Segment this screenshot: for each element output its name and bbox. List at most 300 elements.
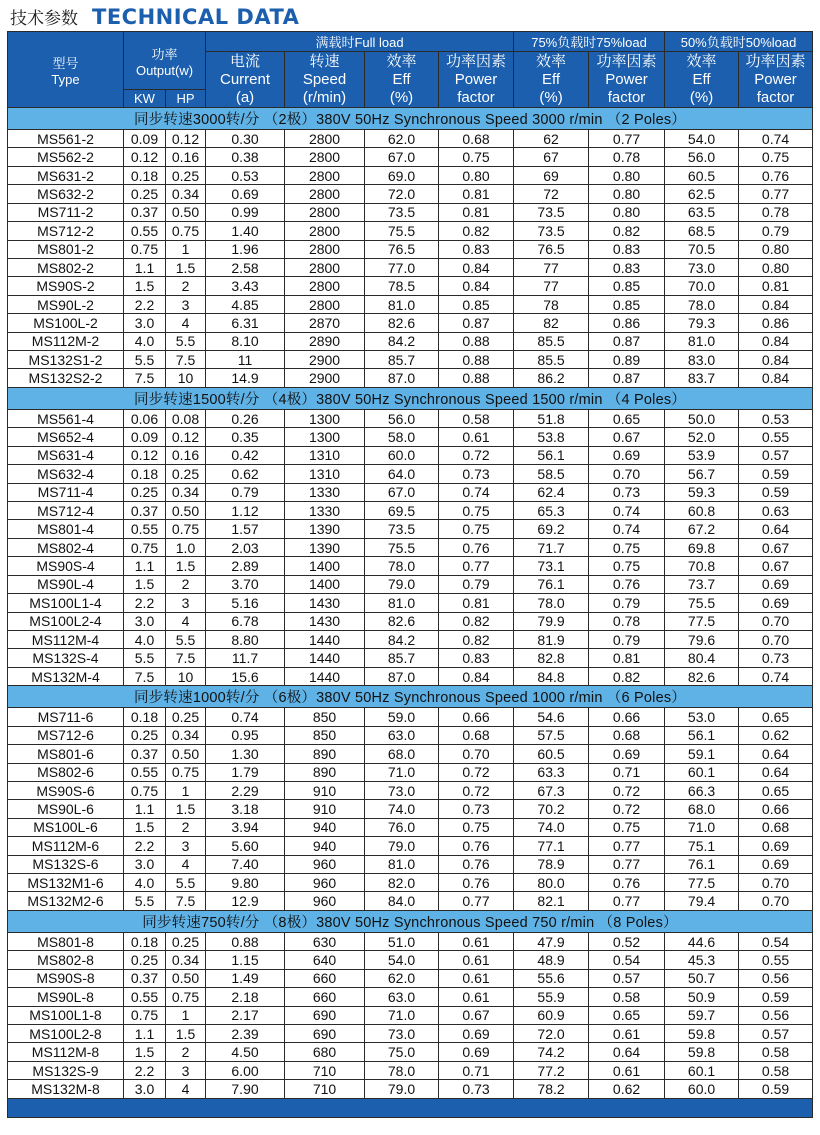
table-cell: 0.80 (589, 203, 665, 221)
table-cell: 0.87 (589, 369, 665, 387)
table-cell: 1.1 (124, 800, 166, 818)
table-cell: 0.56 (739, 969, 813, 987)
table-row (8, 630, 813, 648)
table-cell: 0.53 (206, 166, 285, 184)
table-cell: 1 (166, 781, 206, 799)
table-cell: 51.0 (365, 932, 439, 950)
table-cell: 1440 (285, 649, 365, 667)
table-row (8, 130, 813, 148)
table-row (8, 166, 813, 184)
table-cell: 1310 (285, 446, 365, 464)
table-cell: 76.1 (514, 575, 589, 593)
table-cell: 0.61 (439, 969, 514, 987)
table-cell: 0.12 (124, 148, 166, 166)
table-cell: 0.34 (166, 951, 206, 969)
table-cell: 0.55 (739, 951, 813, 969)
table-cell: 2.2 (124, 1061, 166, 1079)
table-row (8, 332, 813, 350)
table-cell: 86.2 (514, 369, 589, 387)
table-cell: 84.8 (514, 667, 589, 685)
table-cell: 0.53 (739, 409, 813, 427)
table-row (8, 1024, 813, 1042)
table-cell: 0.84 (439, 258, 514, 276)
table-cell: 11.7 (206, 649, 285, 667)
table-cell: 1.0 (166, 538, 206, 556)
table-cell: 0.82 (589, 222, 665, 240)
table-cell: 79.3 (665, 314, 739, 332)
table-cell: 57.5 (514, 726, 589, 744)
model-cell: MS112M-6 (8, 837, 124, 855)
table-cell: 4 (166, 612, 206, 630)
table-cell: 890 (285, 763, 365, 781)
table-cell: 7.5 (166, 351, 206, 369)
col-type: 型号 Type (8, 32, 124, 108)
table-cell: 7.40 (206, 855, 285, 873)
table-cell: 0.81 (589, 649, 665, 667)
table-cell: 0.75 (124, 1006, 166, 1024)
table-cell: 5.5 (166, 630, 206, 648)
model-cell: MS132S-4 (8, 649, 124, 667)
section-title: 同步转速3000转/分 （2极）380V 50Hz Synchronous Speed 3000 r/min （2 Poles） (8, 108, 813, 130)
table-cell: 58.5 (514, 465, 589, 483)
table-cell: 71.0 (365, 763, 439, 781)
table-cell: 0.52 (589, 932, 665, 950)
col-output: 功率 Output(w) (124, 32, 206, 90)
table-cell: 3 (166, 594, 206, 612)
table-cell: 0.42 (206, 446, 285, 464)
table-cell: 81.0 (365, 594, 439, 612)
table-cell: 0.50 (166, 969, 206, 987)
table-cell: 75.0 (365, 1043, 439, 1061)
table-cell: 81.0 (365, 295, 439, 313)
table-cell: 0.78 (589, 612, 665, 630)
table-cell: 0.25 (124, 185, 166, 203)
table-cell: 2800 (285, 166, 365, 184)
table-cell: 77.0 (365, 258, 439, 276)
table-cell: 5.60 (206, 837, 285, 855)
table-cell: 2890 (285, 332, 365, 350)
table-cell: 1400 (285, 557, 365, 575)
table-cell: 82.6 (365, 612, 439, 630)
table-cell: 62.0 (365, 130, 439, 148)
table-cell: 63.0 (365, 988, 439, 1006)
table-cell: 0.95 (206, 726, 285, 744)
table-cell: 44.6 (665, 932, 739, 950)
table-cell: 68.5 (665, 222, 739, 240)
table-cell: 0.73 (739, 649, 813, 667)
table-cell: 0.25 (124, 726, 166, 744)
table-cell: 0.69 (739, 575, 813, 593)
table-cell: 82.1 (514, 892, 589, 910)
table-cell: 0.77 (589, 837, 665, 855)
table-cell: 2.58 (206, 258, 285, 276)
table-cell: 56.0 (665, 148, 739, 166)
table-cell: 62 (514, 130, 589, 148)
table-row (8, 502, 813, 520)
col-current: 电流 Current (a) (206, 52, 285, 108)
table-row (8, 258, 813, 276)
table-cell: 1.57 (206, 520, 285, 538)
table-cell: 0.80 (589, 185, 665, 203)
model-cell: MS561-4 (8, 409, 124, 427)
table-cell: 50.7 (665, 969, 739, 987)
table-cell: 0.77 (589, 892, 665, 910)
table-cell: 0.79 (589, 630, 665, 648)
table-cell: 79.9 (514, 612, 589, 630)
table-cell: 0.82 (439, 222, 514, 240)
table-header (8, 32, 813, 108)
group-75-load: 75%负载时75%load (514, 32, 665, 52)
table-cell: 0.73 (439, 800, 514, 818)
table-cell: 2800 (285, 258, 365, 276)
table-cell: 1.12 (206, 502, 285, 520)
table-cell: 87.0 (365, 369, 439, 387)
table-cell: 0.37 (124, 969, 166, 987)
table-cell: 73.7 (665, 575, 739, 593)
table-cell: 0.55 (739, 428, 813, 446)
table-cell: 0.66 (589, 708, 665, 726)
table-cell: 5.5 (124, 892, 166, 910)
table-cell: 2800 (285, 240, 365, 258)
table-cell: 60.9 (514, 1006, 589, 1024)
table-cell: 2800 (285, 203, 365, 221)
table-cell: 0.80 (589, 166, 665, 184)
table-cell: 0.61 (589, 1061, 665, 1079)
table-cell: 0.72 (439, 781, 514, 799)
table-cell: 0.62 (739, 726, 813, 744)
table-cell: 2.2 (124, 594, 166, 612)
table-cell: 0.65 (739, 781, 813, 799)
table-cell: 1.96 (206, 240, 285, 258)
model-cell: MS132M2-6 (8, 892, 124, 910)
table-cell: 73.1 (514, 557, 589, 575)
model-cell: MS100L1-8 (8, 1006, 124, 1024)
table-cell: 0.59 (739, 988, 813, 1006)
table-row (8, 351, 813, 369)
table-cell: 2800 (285, 185, 365, 203)
table-cell: 70.2 (514, 800, 589, 818)
table-cell: 910 (285, 781, 365, 799)
table-row (8, 222, 813, 240)
table-cell: 0.69 (739, 855, 813, 873)
table-cell: 82.6 (665, 667, 739, 685)
model-cell: MS132S2-2 (8, 369, 124, 387)
table-cell: 0.54 (739, 932, 813, 950)
table-cell: 660 (285, 969, 365, 987)
table-cell: 0.68 (589, 726, 665, 744)
table-cell: 0.80 (439, 166, 514, 184)
table-cell: 0.34 (166, 726, 206, 744)
table-cell: 1.5 (166, 800, 206, 818)
table-cell: 64.0 (365, 465, 439, 483)
table-cell: 690 (285, 1006, 365, 1024)
table-cell: 0.25 (124, 483, 166, 501)
table-cell: 85.5 (514, 332, 589, 350)
table-cell: 78.5 (365, 277, 439, 295)
table-cell: 0.72 (439, 446, 514, 464)
table-cell: 0.83 (439, 649, 514, 667)
table-cell: 54.0 (665, 130, 739, 148)
table-cell: 0.12 (166, 428, 206, 446)
model-cell: MS90L-4 (8, 575, 124, 593)
table-cell: 2.17 (206, 1006, 285, 1024)
table-cell: 0.70 (739, 630, 813, 648)
table-cell: 0.69 (439, 1024, 514, 1042)
table-cell: 59.8 (665, 1043, 739, 1061)
table-cell: 0.72 (439, 763, 514, 781)
table-cell: 79.4 (665, 892, 739, 910)
table-cell: 0.25 (166, 465, 206, 483)
table-cell: 0.74 (589, 502, 665, 520)
table-cell: 1.1 (124, 557, 166, 575)
table-cell: 0.81 (739, 277, 813, 295)
table-cell: 71.7 (514, 538, 589, 556)
table-cell: 0.61 (589, 1024, 665, 1042)
table-cell: 0.84 (439, 667, 514, 685)
table-cell: 56.7 (665, 465, 739, 483)
table-cell: 53.0 (665, 708, 739, 726)
model-cell: MS132S1-2 (8, 351, 124, 369)
model-cell: MS561-2 (8, 130, 124, 148)
table-cell: 0.65 (589, 409, 665, 427)
table-cell: 4 (166, 314, 206, 332)
table-cell: 4.0 (124, 332, 166, 350)
table-row (8, 1080, 813, 1098)
table-cell: 56.1 (665, 726, 739, 744)
technical-data-table (7, 31, 813, 1118)
table-cell: 59.3 (665, 483, 739, 501)
table-cell: 0.50 (166, 745, 206, 763)
table-cell: 59.8 (665, 1024, 739, 1042)
table-cell: 78.0 (365, 557, 439, 575)
table-cell: 0.72 (589, 781, 665, 799)
model-cell: MS132S-6 (8, 855, 124, 873)
table-cell: 1.79 (206, 763, 285, 781)
table-cell: 53.9 (665, 446, 739, 464)
table-row (8, 409, 813, 427)
table-cell: 0.74 (206, 708, 285, 726)
page-heading (10, 4, 299, 30)
table-cell: 68.0 (365, 745, 439, 763)
col-eff-75: 效率 Eff (%) (514, 52, 589, 108)
table-cell: 60.0 (665, 1080, 739, 1098)
table-cell: 83.7 (665, 369, 739, 387)
table-body (8, 108, 813, 1099)
table-cell: 0.61 (439, 932, 514, 950)
model-cell: MS132M-4 (8, 667, 124, 685)
table-cell: 0.85 (589, 295, 665, 313)
table-cell: 74.0 (514, 818, 589, 836)
col-pf-50: 功率因素 Power factor (739, 52, 813, 108)
table-row (8, 277, 813, 295)
table-cell: 0.35 (206, 428, 285, 446)
table-cell: 82.8 (514, 649, 589, 667)
table-cell: 56.0 (365, 409, 439, 427)
table-cell: 850 (285, 726, 365, 744)
col-pf-75: 功率因素 Power factor (589, 52, 665, 108)
table-cell: 83.0 (665, 351, 739, 369)
table-cell: 0.74 (589, 520, 665, 538)
table-cell: 0.18 (124, 932, 166, 950)
table-cell: 85.7 (365, 351, 439, 369)
table-cell: 0.73 (439, 1080, 514, 1098)
table-cell: 70.0 (665, 277, 739, 295)
model-cell: MS112M-4 (8, 630, 124, 648)
table-cell: 0.76 (439, 855, 514, 873)
col-eff-full: 效率 Eff (%) (365, 52, 439, 108)
table-cell: 3 (166, 1061, 206, 1079)
table-cell: 0.81 (439, 203, 514, 221)
table-cell: 0.76 (739, 166, 813, 184)
table-cell: 960 (285, 855, 365, 873)
table-cell: 0.55 (124, 763, 166, 781)
table-cell: 0.74 (739, 667, 813, 685)
table-cell: 2 (166, 277, 206, 295)
model-cell: MS90L-2 (8, 295, 124, 313)
table-cell: 640 (285, 951, 365, 969)
table-cell: 54.6 (514, 708, 589, 726)
table-cell: 0.54 (589, 951, 665, 969)
table-cell: 0.75 (166, 763, 206, 781)
table-cell: 74.0 (365, 800, 439, 818)
table-cell: 80.4 (665, 649, 739, 667)
table-cell: 82.0 (365, 874, 439, 892)
table-cell: 0.25 (166, 932, 206, 950)
table-cell: 67.3 (514, 781, 589, 799)
table-cell: 51.8 (514, 409, 589, 427)
table-cell: 73.5 (514, 222, 589, 240)
table-cell: 52.0 (665, 428, 739, 446)
table-cell: 66.3 (665, 781, 739, 799)
table-cell: 78.0 (514, 594, 589, 612)
table-cell: 5.5 (166, 874, 206, 892)
table-cell: 0.83 (589, 240, 665, 258)
model-cell: MS132M-8 (8, 1080, 124, 1098)
table-cell: 0.69 (739, 594, 813, 612)
table-row (8, 800, 813, 818)
table-cell: 0.89 (589, 351, 665, 369)
table-cell: 70.8 (665, 557, 739, 575)
table-cell: 0.70 (439, 745, 514, 763)
table-cell: 77.2 (514, 1061, 589, 1079)
table-cell: 15.6 (206, 667, 285, 685)
table-cell: 55.6 (514, 969, 589, 987)
table-cell: 0.77 (439, 892, 514, 910)
table-row (8, 969, 813, 987)
col-eff-50: 效率 Eff (%) (665, 52, 739, 108)
table-cell: 0.12 (166, 130, 206, 148)
table-cell: 77 (514, 258, 589, 276)
table-cell: 87.0 (365, 667, 439, 685)
table-cell: 0.64 (739, 763, 813, 781)
table-cell: 1310 (285, 465, 365, 483)
table-cell: 1.15 (206, 951, 285, 969)
table-cell: 60.5 (514, 745, 589, 763)
table-cell: 81.9 (514, 630, 589, 648)
table-cell: 3.43 (206, 277, 285, 295)
model-cell: MS100L2-4 (8, 612, 124, 630)
table-cell: 0.69 (739, 837, 813, 855)
table-cell: 0.88 (439, 351, 514, 369)
table-cell: 7.5 (166, 892, 206, 910)
table-cell: 7.90 (206, 1080, 285, 1098)
table-cell: 59.7 (665, 1006, 739, 1024)
table-cell: 0.67 (739, 538, 813, 556)
table-cell: 3.0 (124, 855, 166, 873)
table-row (8, 837, 813, 855)
table-cell: 660 (285, 988, 365, 1006)
table-cell: 78.0 (665, 295, 739, 313)
table-cell: 1 (166, 240, 206, 258)
table-cell: 6.78 (206, 612, 285, 630)
table-cell: 1330 (285, 502, 365, 520)
table-cell: 1390 (285, 538, 365, 556)
table-cell: 0.34 (166, 483, 206, 501)
table-cell: 75.5 (365, 538, 439, 556)
table-cell: 1.1 (124, 1024, 166, 1042)
table-cell: 3.18 (206, 800, 285, 818)
table-cell: 0.84 (739, 295, 813, 313)
table-cell: 0.79 (589, 594, 665, 612)
table-cell: 630 (285, 932, 365, 950)
table-cell: 890 (285, 745, 365, 763)
table-cell: 4 (166, 1080, 206, 1098)
model-cell: MS562-2 (8, 148, 124, 166)
model-cell: MS100L2-8 (8, 1024, 124, 1042)
table-cell: 73.5 (365, 520, 439, 538)
table-cell: 0.79 (739, 222, 813, 240)
table-cell: 69.5 (365, 502, 439, 520)
table-cell: 1.5 (124, 277, 166, 295)
table-cell: 0.25 (166, 166, 206, 184)
table-cell: 62.0 (365, 969, 439, 987)
model-cell: MS801-8 (8, 932, 124, 950)
table-cell: 8.10 (206, 332, 285, 350)
table-row (8, 667, 813, 685)
table-cell: 69.8 (665, 538, 739, 556)
table-cell: 1330 (285, 483, 365, 501)
table-cell: 56.1 (514, 446, 589, 464)
table-cell: 0.74 (739, 130, 813, 148)
table-cell: 0.65 (589, 1006, 665, 1024)
table-row (8, 428, 813, 446)
table-cell: 1440 (285, 630, 365, 648)
table-cell: 0.75 (124, 538, 166, 556)
table-row (8, 594, 813, 612)
table-cell: 0.69 (439, 1043, 514, 1061)
table-row (8, 148, 813, 166)
table-cell: 47.9 (514, 932, 589, 950)
table-cell: 3.0 (124, 612, 166, 630)
table-cell: 63.5 (665, 203, 739, 221)
table-cell: 2 (166, 1043, 206, 1061)
table-cell: 1300 (285, 428, 365, 446)
table-row (8, 781, 813, 799)
table-cell: 45.3 (665, 951, 739, 969)
table-cell: 73.0 (365, 781, 439, 799)
table-cell: 0.67 (439, 1006, 514, 1024)
model-cell: MS711-2 (8, 203, 124, 221)
table-cell: 2.03 (206, 538, 285, 556)
group-full-load: 满载时Full load (206, 32, 514, 52)
table-cell: 0.62 (589, 1080, 665, 1098)
table-cell: 4 (166, 855, 206, 873)
table-cell: 0.83 (439, 240, 514, 258)
table-cell: 1 (166, 1006, 206, 1024)
table-cell: 10 (166, 369, 206, 387)
table-row (8, 892, 813, 910)
table-cell: 4.0 (124, 874, 166, 892)
